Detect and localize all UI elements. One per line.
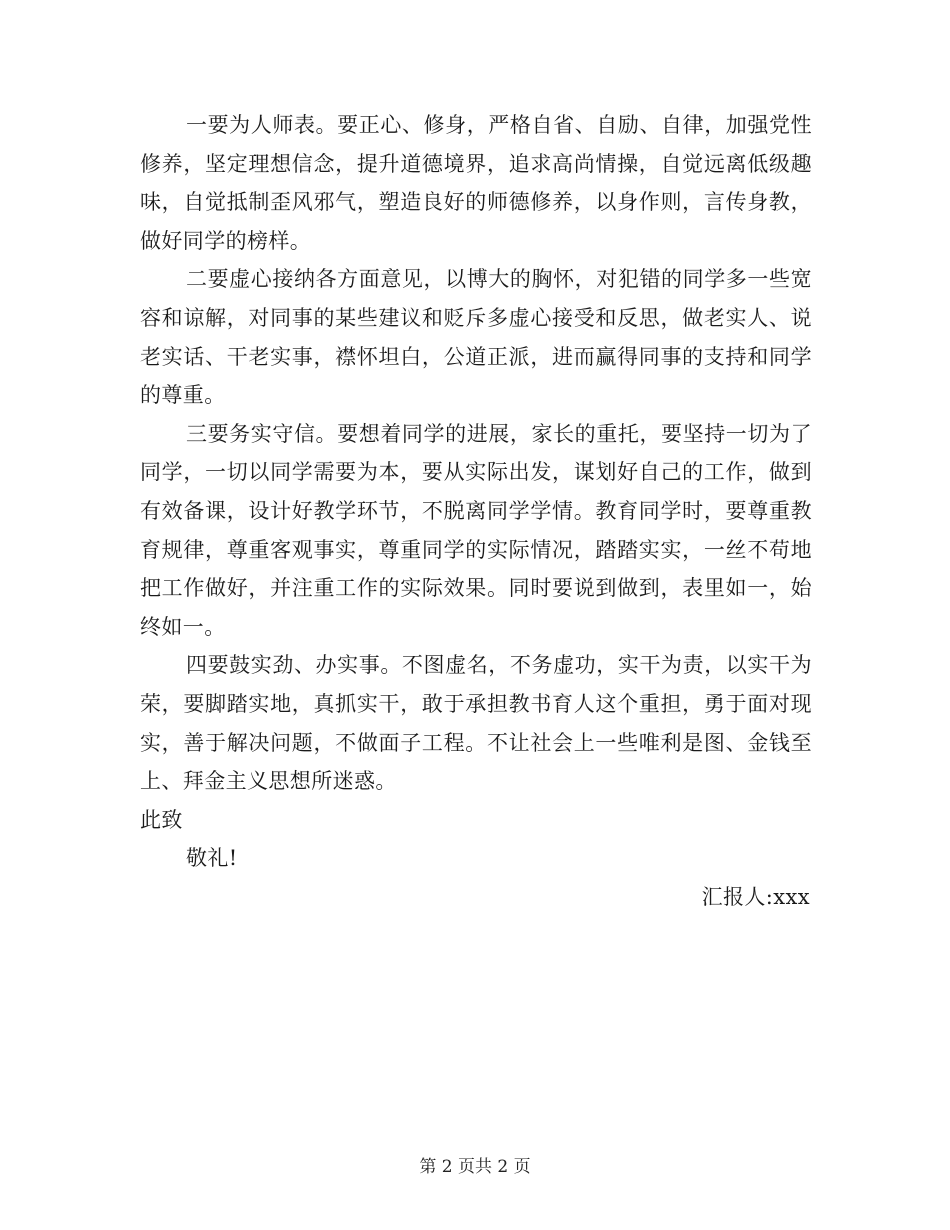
closing-regards: 敬礼! [186,846,238,871]
closing-salutation: 此致 [140,807,183,832]
document-body [140,106,812,916]
paragraph-2: 二要虚心接纳各方面意见，以博大的胸怀，对犯错的同学多一些宽容和谅解，对同事的某些建议和贬斥多虚心接受和反思，做老实人、说老实话、干老实事，襟怀坦白，公道正派，进而赢得同事的支持和同学的尊重。 [140,267,812,408]
signature: 汇报人:xxx [701,884,810,909]
paragraph-3: 三要务实守信。要想着同学的进展，家长的重托，要坚持一切为了同学，一切以同学需要为本，要从实际出发，谋划好自己的工作，做到有效备课，设计好教学环节，不脱离同学学情。教育同学时，要尊重教育规律，尊重客观事实，尊重同学的实际情况，踏踏实实，一丝不苟地把工作做好，并注重工作的实际效果。同时要说到做到，表里如一，始终如一。 [140,421,812,639]
paragraph-1: 一要为人师表。要正心、修身，严格自省、自励、自律，加强党性修养，坚定理想信念，提升道德境界，追求高尚情操，自觉远离低级趣味，自觉抵制歪风邪气，塑造良好的师德修养，以身作则，言传身教，做好同学的榜样。 [140,113,812,253]
paragraph-4: 四要鼓实劲、办实事。不图虚名，不务虚功，实干为责，以实干为荣，要脚踏实地，真抓实干，敢于承担教书育人这个重担，勇于面对现实，善于解决问题，不做面子工程。不让社会上一些唯利是图、金钱至上、拜金主义思想所迷惑。 [140,653,812,794]
page-number-footer: 第 2 页共 2 页 [419,1157,531,1177]
